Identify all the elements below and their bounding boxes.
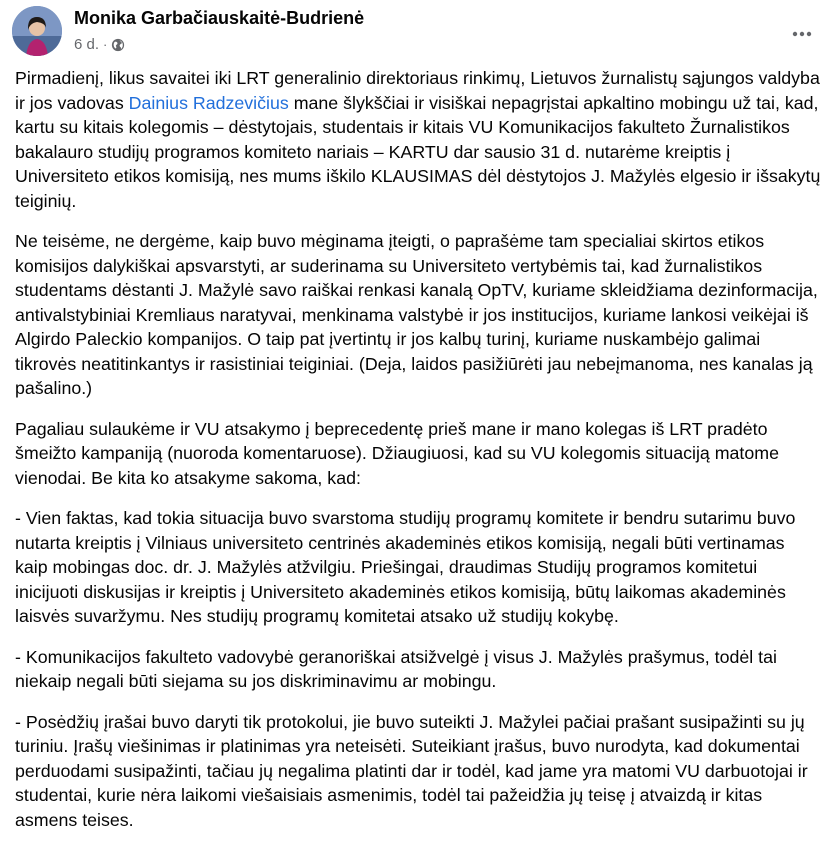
avatar-photo xyxy=(12,6,62,56)
post-paragraph: - Posėdžių įrašai buvo daryti tik protokolui, jie buvo suteikti J. Mažylei pačiai prašant susipažinti su jų turiniu. Įrašų viešinimas ir platinimas yra neteisėti. Suteikiant įrašus, buvo nurodyta, kad dokumentai perduodami susipažinti, tačiau jų negalima platinti dar ir todėl, kad jame yra matomi VU darbuotojai ir studentai, kurie nėra laikomi viešaisiais asmenimis, todėl tai pažeidžia jų teisę į atvaizdą ir kitas asmens teises. xyxy=(15,711,808,830)
post-paragraph: Ne teisėme, ne dergėme, kaip buvo mėginama įteigti, o paprašėme tam specialiai skirtos etikos komisijos dalykiškai apsvarstyti, ar suderinama su Universiteto vertybėmis tai, kad žurnalistikos studentams dėstanti J. Mažylė savo raiškai renkasi kanalą OpTV, kuriame skleidžiama dezinformacija, antivalstybiniai Kremliaus naratyvai, menkinama valstybė ir jos institucijos, kuriame lankosi veikėjai iš Algirdo Paleckio kompanijos. O taip pat įvertintų ir jos kalbų turinį, kuriame nuskambėjo galimai tikrovės neatitinkantys ir rasistiniai teiginiai. (Deja, laidos pasižiūrėti jau nebeįmanoma, nes kanalas ją pašalino.) xyxy=(15,231,818,398)
meta-separator: · xyxy=(103,37,108,52)
globe-icon[interactable] xyxy=(111,38,125,52)
post-meta xyxy=(74,36,125,53)
post-paragraph: Pirmadienį, likus savaitei iki LRT generalinio direktoriaus rinkimų, Lietuvos žurnalistų sąjungos valdyba ir jos vadovas Dainius Radzevičius mane šlykščiai ir visiškai nepagrįstai apkaltino mobingu už tai, kad, kartu su kitais kolegomis – dėstytojais, studentais ir kitais VU Komunikacijos fakulteto Žurnalistikos bakalauro studijų programos komiteto nariais – KARTU dar sausio 31 d. nutarėme kreiptis į Universiteto etikos komisiją, nes mums iškilo KLAUSIMAS dėl dėstytojos J. Mažylės elgesio ir išsakytų teiginių. xyxy=(15,68,821,211)
avatar[interactable] xyxy=(12,6,62,56)
mention-link[interactable]: Dainius Radzevičius xyxy=(128,92,289,113)
post-time[interactable]: 6 d. xyxy=(74,36,100,53)
post-paragraph: - Vien faktas, kad tokia situacija buvo svarstoma studijų programų komitete ir bendru sutarimu buvo nutarta kreiptis į Vilniaus universiteto centrinės akademinės etikos komisiją, negali būti vertinamas kaip mobingas doc. dr. J. Mažylės atžvilgiu. Priešingai, draudimas Studijų programos komitetui inicijuoti diskusijas ir kreiptis į Universiteto akademinės etikos komisiją, būtų laikomas akademinės laisvės suvaržymu. Nes studijų programų komitetai atsako už studijų kokybę. xyxy=(15,508,796,626)
post-paragraph: - Komunikacijos fakulteto vadovybė geranoriškai atsižvelgė į visus J. Mažylės prašymus, todėl tai niekaip negali būti siejama su jos diskriminavimu ar mobingu. xyxy=(15,646,777,691)
author-name[interactable]: Monika Garbačiauskaitė-Budrienė xyxy=(74,8,365,28)
more-options-button[interactable] xyxy=(784,16,820,52)
more-options-icon xyxy=(792,31,812,37)
post-header xyxy=(12,6,824,62)
post-paragraph: Pagaliau sulaukėme ir VU atsakymo į beprecedentę prieš mane ir mano kolegas iš LRT pradėto šmeižto kampaniją (nuoroda komentaruose). Džiaugiuosi, kad su VU kolegomis situaciją matome vienodai. Be kita ko atsakyme sakoma, kad: xyxy=(15,418,779,488)
post-text xyxy=(15,66,821,848)
